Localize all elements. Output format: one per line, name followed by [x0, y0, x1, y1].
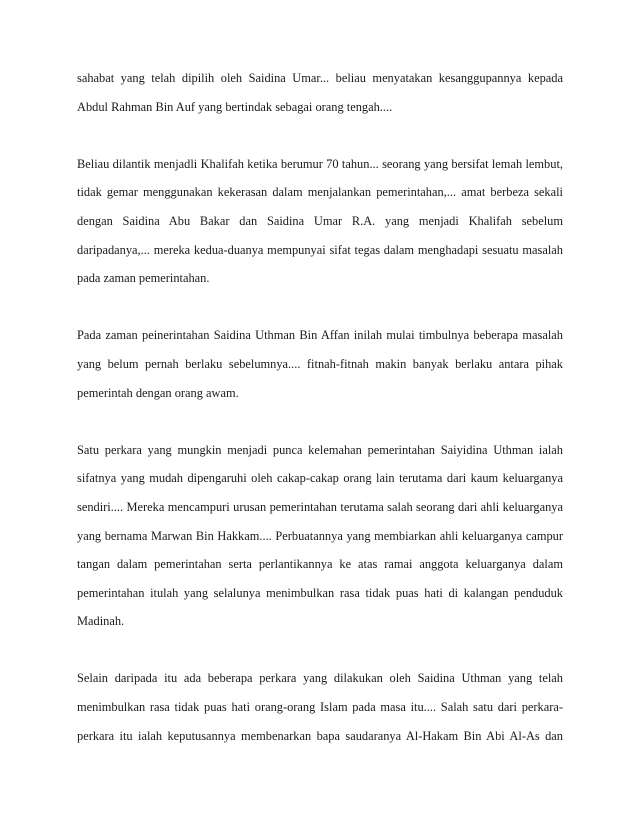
text-line: Satu perkara yang mungkin menjadi punca kelemahan pemerintahan Saiyidina Uthman ialah: [77, 442, 563, 457]
text-line: yang bernama Marwan Bin Hakkam.... Perbuatannya yang membiarkan ahli keluarganya campur: [77, 528, 563, 543]
paragraph-5: [77, 664, 563, 750]
text-line: pemerintah dengan orang awam.: [77, 385, 239, 400]
paragraph-3: [77, 321, 563, 407]
text-line: Pada zaman peinerintahan Saidina Uthman Bin Affan inilah mulai timbulnya beberapa masalah: [77, 328, 563, 343]
document-body: [77, 64, 563, 779]
text-line: yang belum pernah berlaku sebelumnya.... fitnah-fitnah makin banyak berlaku antara pihak: [77, 356, 563, 371]
text-line: pada zaman pemerintahan.: [77, 271, 210, 286]
text-line: perkara itu ialah keputusannya membenarkan bapa saudaranya Al-Hakam Bin Abi Al-As dan: [77, 728, 563, 743]
paragraph-1: [77, 64, 563, 121]
text-line: Abdul Rahman Bin Auf yang bertindak sebagai orang tengah....: [77, 99, 393, 114]
text-line: sifatnya yang mudah dipengaruhi oleh cakap-cakap orang lain terutama dari kaum keluarganya: [77, 471, 563, 486]
text-line: sendiri.... Mereka mencampuri urusan pemerintahan terutama salah seorang dari ahli keluarganya: [77, 499, 563, 514]
text-line: sahabat yang telah dipilih oleh Saidina Umar... beliau menyatakan kesanggupannya kepada: [77, 71, 563, 85]
text-line: menimbulkan rasa tidak puas hati orang-orang Islam pada masa itu.... Salah satu dari perkara-: [77, 700, 563, 715]
text-line: daripadanya,... mereka kedua-duanya mempunyai sifat tegas dalam menghadapi sesuatu masalah: [77, 242, 563, 257]
text-line: tangan dalam pemerintahan serta perlantikannya ke atas ramai anggota keluarganya dalam: [77, 557, 563, 572]
text-line: Selain daripada itu ada beberapa perkara yang dilakukan oleh Saidina Uthman yang telah: [77, 671, 563, 686]
paragraph-2: [77, 150, 563, 293]
text-line: tidak gemar menggunakan kekerasan dalam menjalankan pemerintahan,... amat berbeza sekali: [77, 185, 563, 200]
text-line: Beliau dilantik menjadli Khalifah ketika berumur 70 tahun... seorang yang bersifat lemah lembut,: [77, 156, 563, 171]
text-line: Madinah.: [77, 614, 125, 629]
text-line: dengan Saidina Abu Bakar dan Saidina Umar R.A. yang menjadi Khalifah sebelum: [77, 213, 563, 228]
text-line: pemerintahan itulah yang selalunya menimbulkan rasa tidak puas hati di kalangan penduduk: [77, 585, 563, 600]
paragraph-4: [77, 436, 563, 636]
